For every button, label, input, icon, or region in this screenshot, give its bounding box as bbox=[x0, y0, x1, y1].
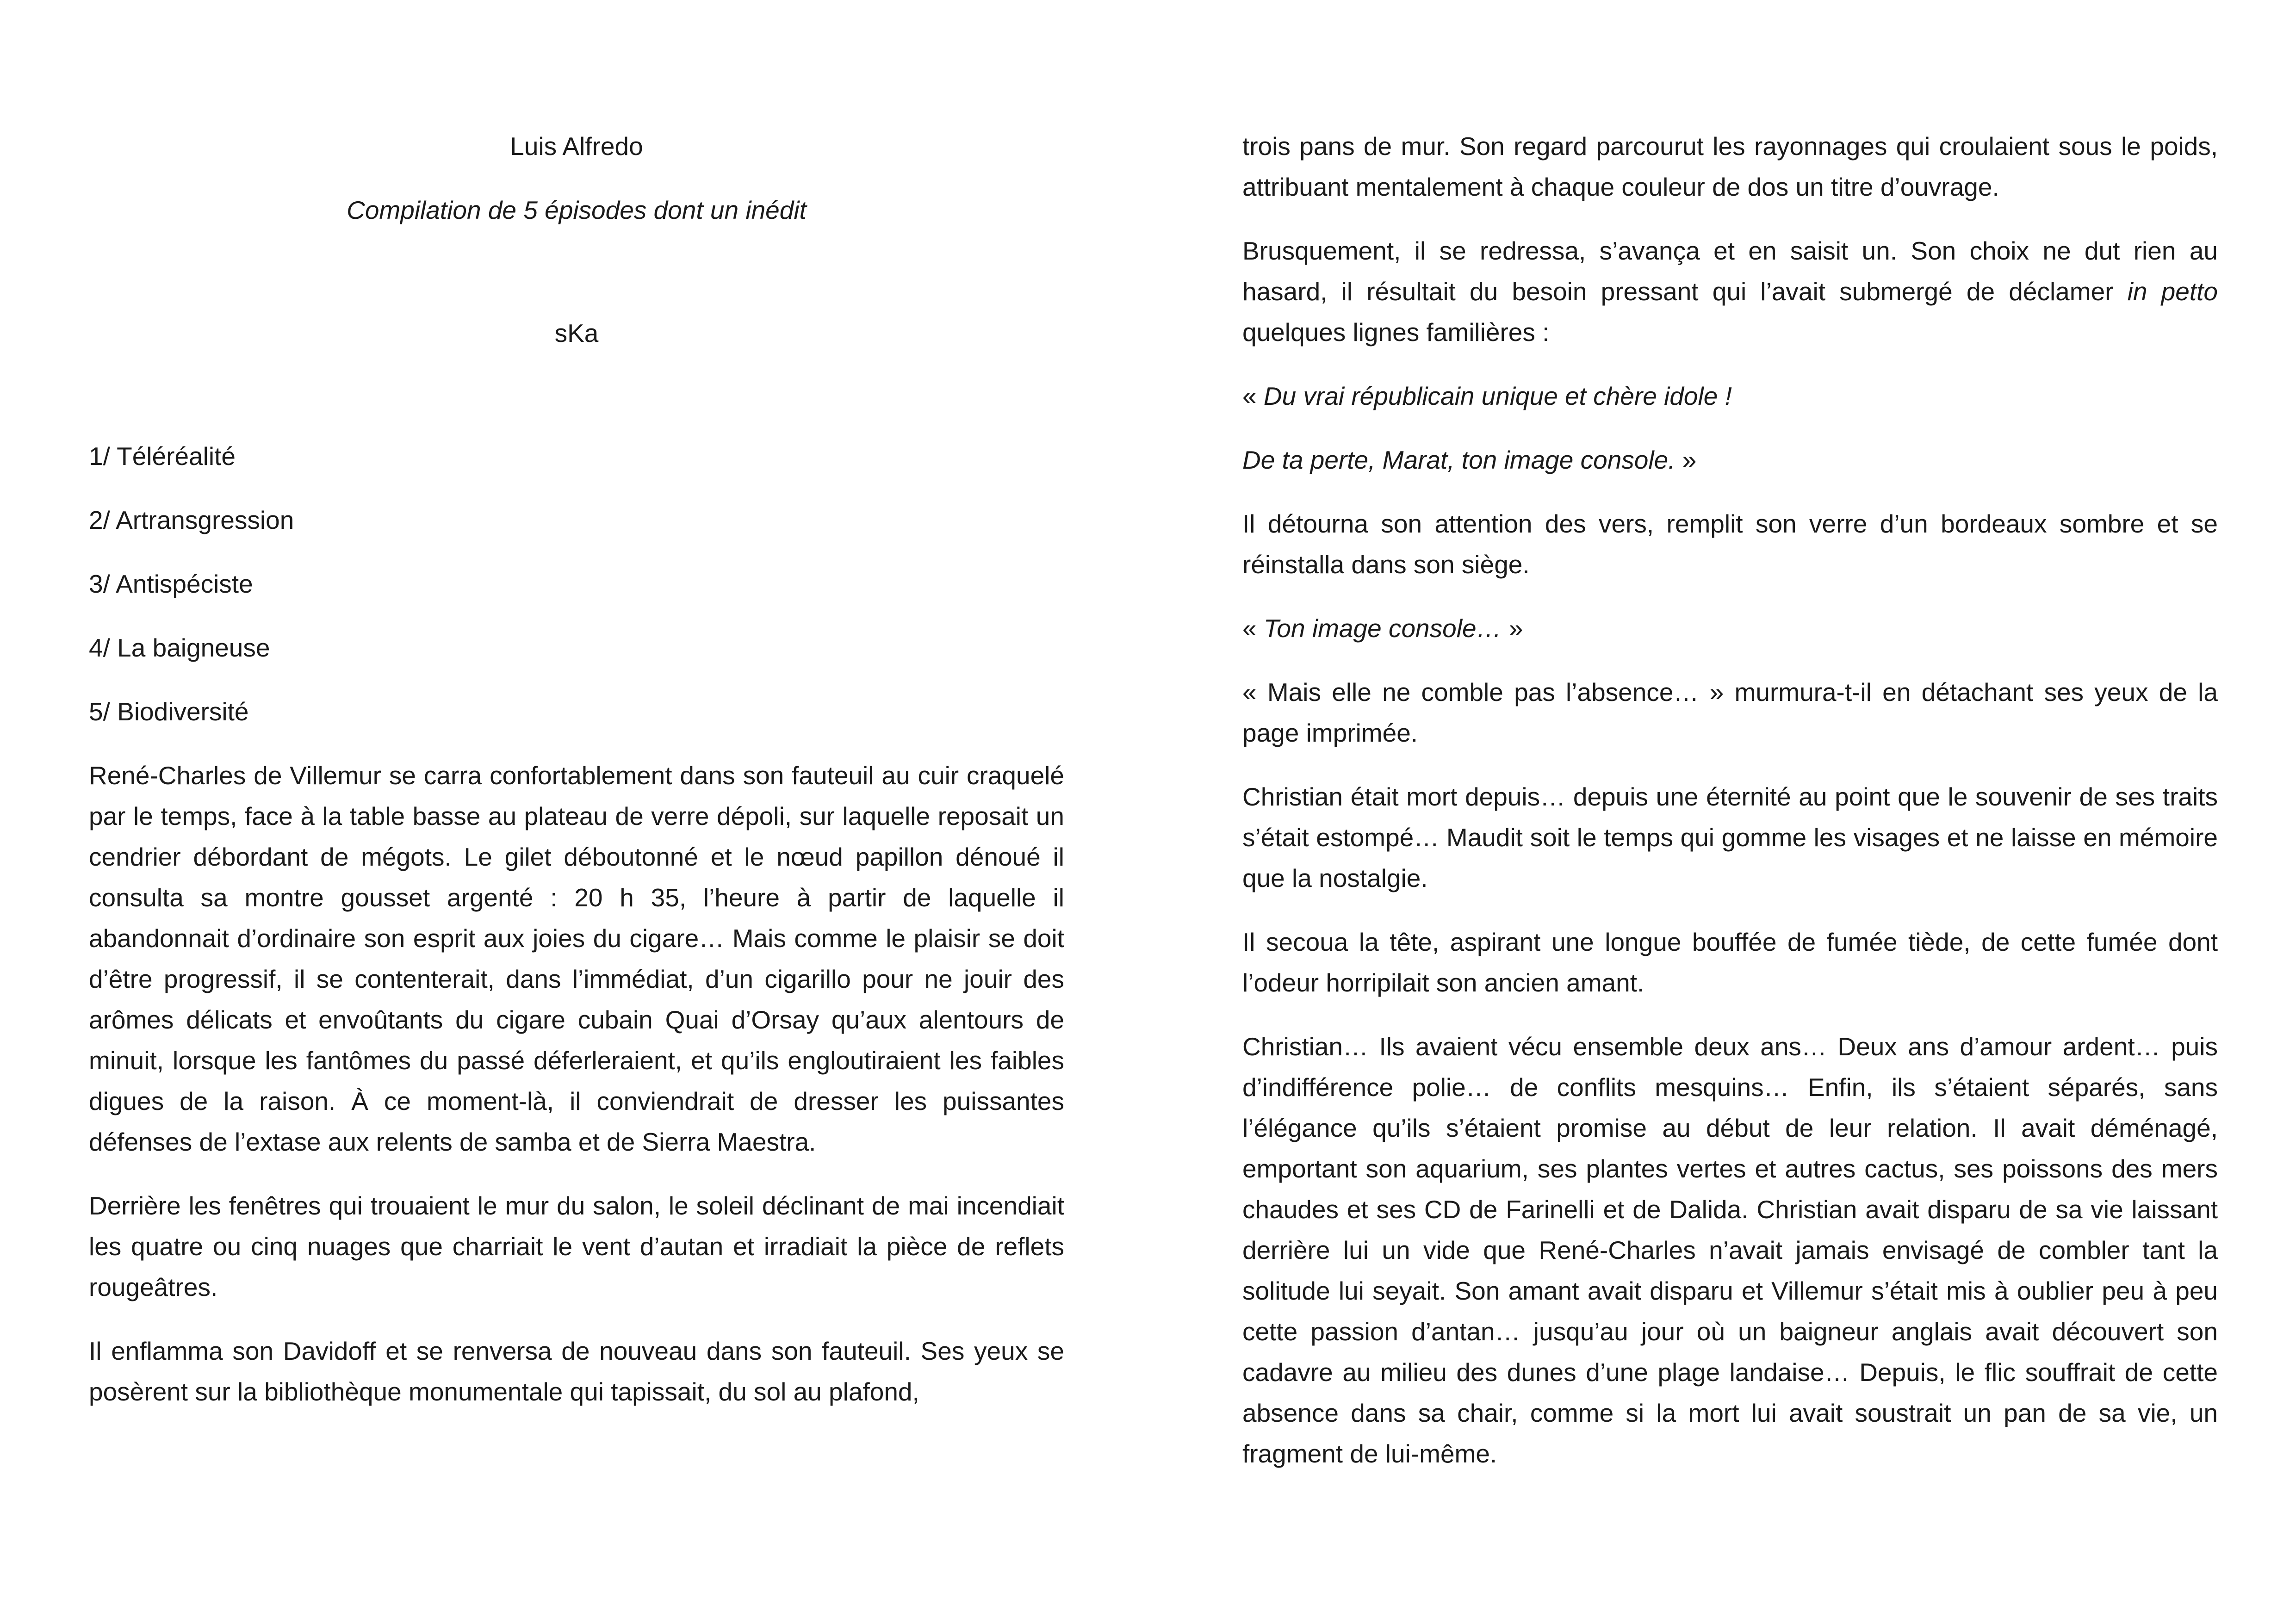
verse-text: Du vrai républicain unique et chère idole ! bbox=[1263, 382, 1732, 410]
body-paragraph: trois pans de mur. Son regard parcourut les rayonnages qui croulaient sous le poids, attribuant mentalement à chaque couleur de dos un titre d’ouvrage. bbox=[1242, 132, 2218, 201]
body-paragraph: Il détourna son attention des vers, remplit son verre d’un bordeaux sombre et se réinstalla dans son siège. bbox=[1242, 509, 2218, 579]
body-paragraph bbox=[1242, 230, 2218, 353]
paragraph-text: quelques lignes familières : bbox=[1242, 318, 1550, 347]
body-paragraph: Il enflamma son Davidoff et se renversa de nouveau dans son fauteuil. Ses yeux se posèrent sur la bibliothèque monumentale qui tapissait, du sol au plafond, bbox=[89, 1337, 1064, 1406]
body-paragraph: Christian… Ils avaient vécu ensemble deux ans… Deux ans d’amour ardent… puis d’indifférence polie… de conflits mesquins… Enfin, ils s’étaient séparés, sans l’élégance qu’ils s’étaient promise au début de leur relation. Il avait déménagé, emportant son aquarium, ses plantes vertes et autres cactus, ses poissons des mers chaudes et ses CD de Farinelli et de Dalida. Christian avait disparu de sa vie laissant derrière lui un vide que René-Charles n’avait jamais envisagé de combler tant la solitude lui seyait. Son amant avait disparu et Villemur s’était mis à oublier peu à peu cette passion d’antan… jusqu’au jour où un baigneur anglais avait découvert son cadavre au milieu des dunes d’une plage landaise… Depuis, le flic souffrait de cette absence dans sa chair, comme si la mort lui avait soustrait un pan de sa vie, un fragment de lui-même. bbox=[1242, 1032, 2218, 1468]
body-paragraph: René-Charles de Villemur se carra confortablement dans son fauteuil au cuir craquelé par le temps, face à la table basse au plateau de verre dépoli, sur laquelle reposait un cendrier débordant de mégots. Le gilet déboutonné et le nœud papillon dénoué il consulta sa montre gousset argenté : 20 h 35, l’heure à partir de laquelle il abandonnait d’ordinaire son esprit aux joies du cigare… Mais comme le plaisir se doit d’être progressif, il se contenterait, dans l’immédiat, d’un cigarillo pour ne jouir des arômes délicats et envoûtants du cigare cubain Quai d’Orsay qu’aux alentours de minuit, lorsque les fantômes du passé déferleraient, et qu’ils engloutiraient les faibles digues de la raison. À ce moment-là, il conviendrait de dresser les puissantes défenses de l’extase aux relents de samba et de Sierra Maestra. bbox=[89, 761, 1064, 1156]
paragraph-text: Brusquement, il se redressa, s’avança et en saisit un. Son choix ne dut rien au hasard, il résultait du besoin pressant qui l’avait submergé de déclamer bbox=[1242, 236, 2218, 306]
toc-item-5: 5/ Biodiversité bbox=[89, 697, 249, 726]
toc-item-2: 2/ Artransgression bbox=[89, 506, 294, 534]
verse-line bbox=[1242, 440, 2218, 480]
verse-text: De ta perte, Marat, ton image console. bbox=[1242, 446, 1675, 474]
body-paragraph: Derrière les fenêtres qui trouaient le mur du salon, le soleil déclinant de mai incendiait les quatre ou cinq nuages que charriait le vent d’autan et irradiait la pièce de reflets rougeâtres. bbox=[89, 1191, 1064, 1301]
toc-item-1: 1/ Téléréalité bbox=[89, 442, 236, 471]
compilation-subtitle: Compilation de 5 épisodes dont un inédit bbox=[347, 196, 807, 224]
pseudonym: sKa bbox=[554, 319, 599, 347]
quote-open: « bbox=[1242, 382, 1264, 410]
author-name: Luis Alfredo bbox=[510, 132, 643, 161]
verse-text: Ton image console… bbox=[1263, 614, 1502, 643]
body-paragraph: Il secoua la tête, aspirant une longue bouffée de fumée tiède, de cette fumée dont l’odeur horripilait son ancien amant. bbox=[1242, 928, 2218, 997]
right-column bbox=[1242, 126, 2218, 1497]
toc-item-3: 3/ Antispéciste bbox=[89, 570, 253, 598]
body-paragraph: « Mais elle ne comble pas l’absence… » murmura-t-il en détachant ses yeux de la page imprimée. bbox=[1242, 678, 2218, 747]
toc-item-4: 4/ La baigneuse bbox=[89, 633, 270, 662]
body-paragraph: Christian était mort depuis… depuis une éternité au point que le souvenir de ses traits s’était estompé… Maudit soit le temps qui gomme les visages et ne laisse en mémoire que la nostalgie. bbox=[1242, 782, 2218, 892]
verse-line bbox=[1242, 376, 2218, 416]
quote-close: » bbox=[1502, 614, 1523, 643]
quote-close: » bbox=[1675, 446, 1697, 474]
verse-line bbox=[1242, 608, 2218, 649]
left-column bbox=[89, 126, 1064, 1435]
quote-open: « bbox=[1242, 614, 1264, 643]
italic-phrase: in petto bbox=[2127, 277, 2218, 306]
